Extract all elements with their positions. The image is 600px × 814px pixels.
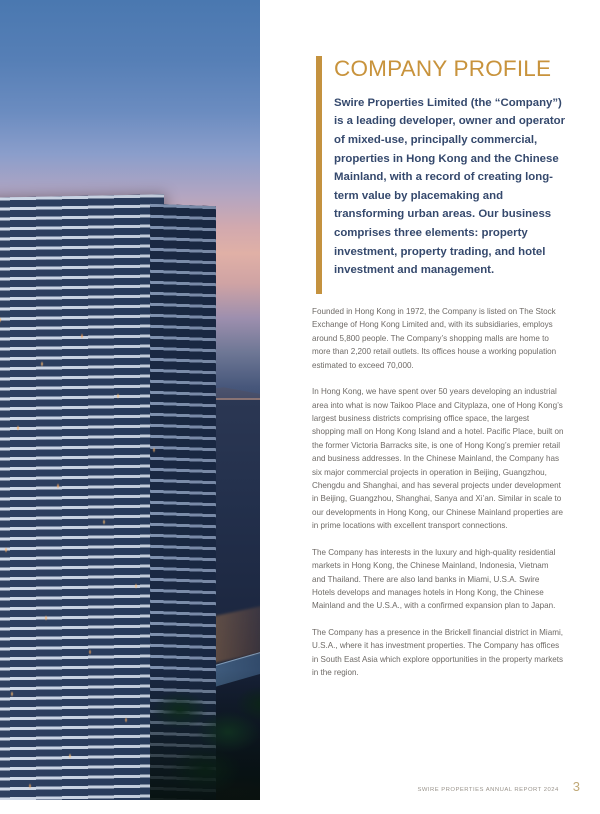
tree-canopy [150, 670, 260, 800]
page-title: COMPANY PROFILE [334, 56, 552, 81]
footer-label: SWIRE PROPERTIES ANNUAL REPORT 2024 [417, 787, 559, 793]
body-copy [312, 305, 564, 680]
page-number: 3 [572, 779, 580, 794]
gold-accent-bar [316, 56, 322, 294]
lead-paragraph: Swire Properties Limited (the “Company”) is a leading developer, owner and operator of mixed-use, principally commercial, properties in Hong Kong and the Chinese Mainland, with a record of creating long-term value by placemaking and transforming urban areas. Our business comprises three elements: property investment, property trading, and hotel investment and management. [334, 96, 566, 277]
page-footer [312, 780, 580, 793]
body-paragraph: The Company has a presence in the Brickell financial district in Miami, U.S.A., where it has investment properties. The Company has offices in South East Asia which explore opportunities in the property markets in the region. [312, 627, 564, 678]
body-paragraph: The Company has interests in the luxury and high-quality residential markets in Hong Kong, the Chinese Mainland, Indonesia, Vietnam and Thailand. There are also land banks in Miami, U.S.A. Swire Hotels develops and manages hotels in Hong Kong, the Chinese Mainland and the U.S.A., with a confirmed expansion plan to Japan. [312, 547, 556, 611]
text-column [312, 0, 580, 814]
body-paragraph: In Hong Kong, we have spent over 50 years developing an industrial area into what is now Taikoo Place and Cityplaza, one of Hong Kong’s largest business districts comprising office space, the largest shopping mall on Hong Kong Island and a hotel. Pacific Place, built on the former Victoria Barracks site, is one of Hong Kong’s premier retail and business addresses. In the Chinese Mainland, the Company has six major commercial projects in operation in Beijing, Guangzhou, Chengdu and Shanghai, and has several projects under development in Beijing, Guangzhou, Shanghai, Sanya and Xi’an. Similar in scale to our developments in Hong Kong, our Chinese Mainland properties are in prime locations with excellent transport connections. [312, 387, 564, 531]
hero-photo [0, 0, 260, 800]
body-paragraph: Founded in Hong Kong in 1972, the Company is listed on The Stock Exchange of Hong Kong Limited and, with its subsidiaries, employs around 5,800 people. The Company’s shopping malls are home to more than 2,200 retail outlets. Its offices house a working population estimated to exceed 70,000. [312, 307, 557, 370]
lead-block [312, 56, 574, 280]
